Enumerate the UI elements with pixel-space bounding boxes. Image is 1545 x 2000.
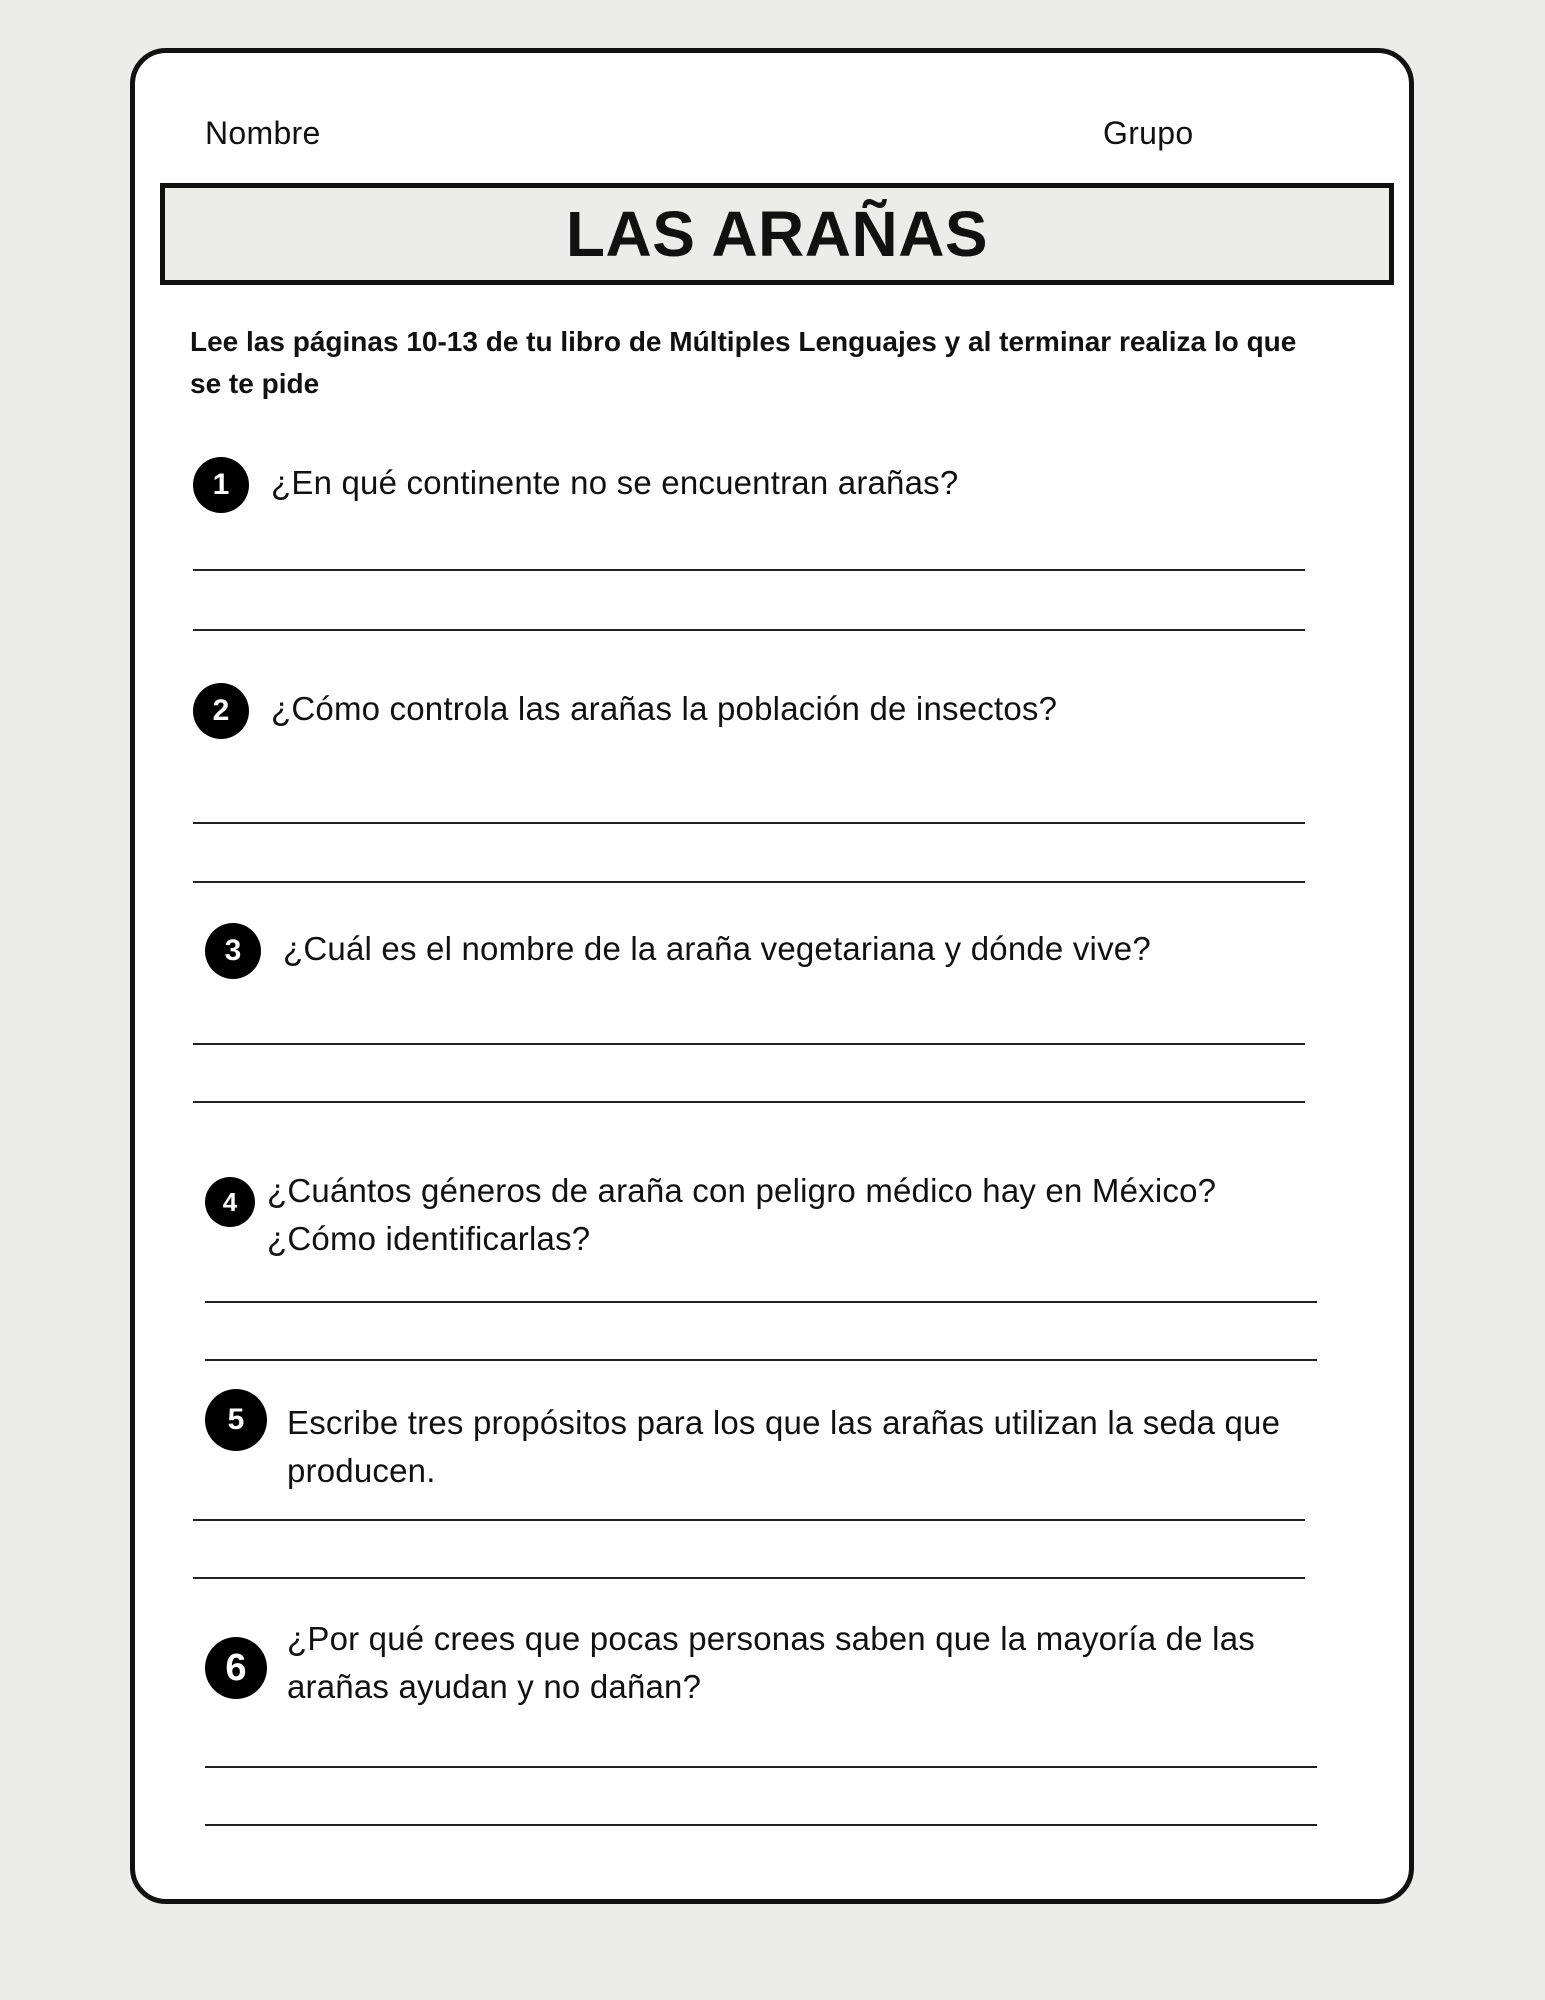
question-number-badge: 2 xyxy=(193,683,249,739)
answer-line[interactable] xyxy=(193,1101,1305,1103)
group-label: Grupo xyxy=(1103,115,1194,151)
question-number-badge: 3 xyxy=(205,923,261,979)
question-5 xyxy=(205,1389,1325,1495)
answer-line[interactable] xyxy=(193,569,1305,571)
name-label: Nombre xyxy=(205,115,321,151)
answer-line[interactable] xyxy=(193,1519,1305,1521)
title-banner xyxy=(160,183,1394,285)
question-1 xyxy=(193,457,1313,513)
question-6 xyxy=(205,1615,1325,1711)
question-number-badge: 5 xyxy=(205,1389,267,1451)
answer-line[interactable] xyxy=(193,629,1305,631)
question-4 xyxy=(205,1167,1335,1263)
answer-line[interactable] xyxy=(205,1766,1317,1768)
question-number-badge: 4 xyxy=(205,1177,255,1227)
question-text: Escribe tres propósitos para los que las arañas utilizan la seda que producen. xyxy=(287,1404,1281,1489)
question-number-badge: 1 xyxy=(193,457,249,513)
page-title: LAS ARAÑAS xyxy=(565,198,989,270)
answer-line[interactable] xyxy=(193,1577,1305,1579)
question-text: ¿En qué continente no se encuentran arañas? xyxy=(271,464,959,501)
answer-line[interactable] xyxy=(193,822,1305,824)
answer-line[interactable] xyxy=(193,1043,1305,1045)
question-number-badge: 6 xyxy=(205,1637,267,1699)
answer-line[interactable] xyxy=(205,1359,1317,1361)
instructions-text: Lee las páginas 10-13 de tu libro de Múltiples Lenguajes y al terminar realiza lo que se te pide xyxy=(190,326,1297,399)
question-text: ¿Cuál es el nombre de la araña vegetariana y dónde vive? xyxy=(283,930,1151,967)
question-3 xyxy=(205,923,1315,979)
question-2 xyxy=(193,683,1313,739)
worksheet-card xyxy=(130,48,1414,1904)
question-text: ¿Cómo controla las arañas la población de insectos? xyxy=(271,690,1058,727)
question-text: ¿Cuántos géneros de araña con peligro médico hay en México? ¿Cómo identificarlas? xyxy=(267,1172,1217,1257)
answer-line[interactable] xyxy=(205,1824,1317,1826)
answer-line[interactable] xyxy=(193,881,1305,883)
answer-line[interactable] xyxy=(205,1301,1317,1303)
question-text: ¿Por qué crees que pocas personas saben que la mayoría de las arañas ayudan y no dañan? xyxy=(287,1620,1255,1705)
